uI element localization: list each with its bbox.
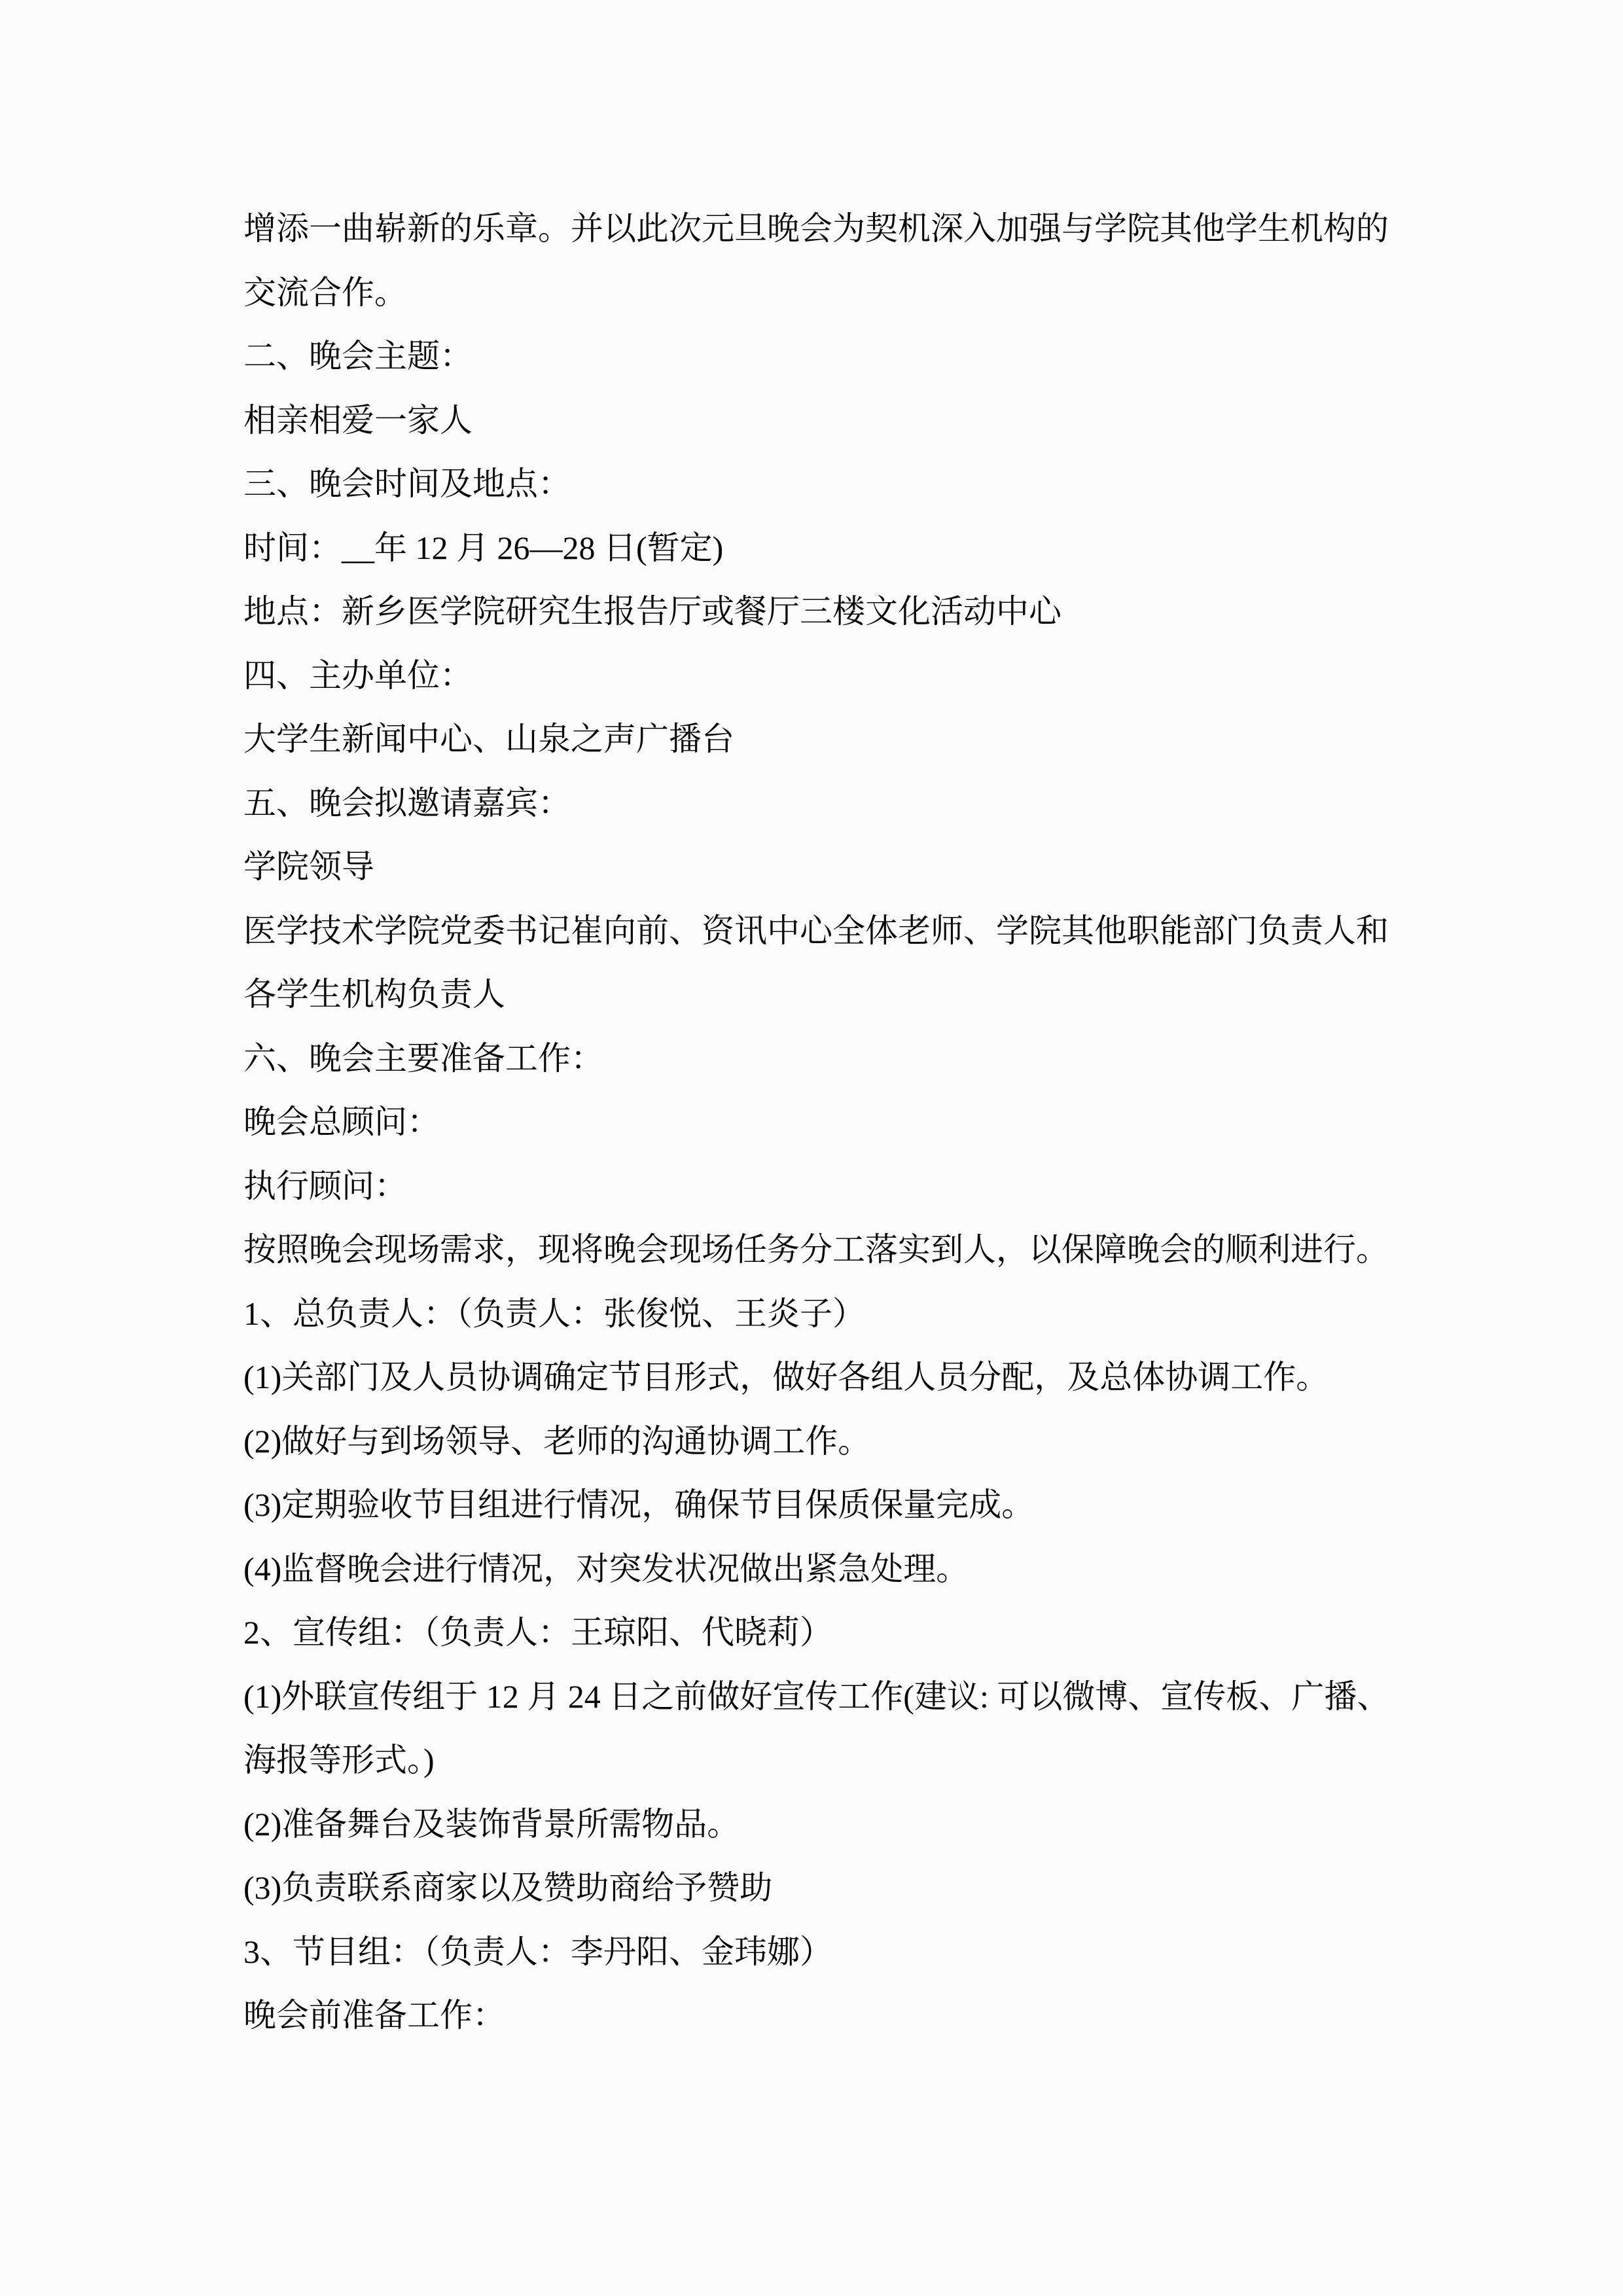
doc-line: 晚会前准备工作： bbox=[243, 1997, 505, 2034]
doc-line: 地点：新乡医学院研究生报告厅或餐厅三楼文化活动中心 bbox=[243, 593, 1061, 630]
doc-line: 二、晚会主题： bbox=[243, 338, 473, 374]
doc-line: (3)负责联系商家以及赞助商给予赞助 bbox=[243, 1869, 773, 1906]
doc-line: (3)定期验收节目组进行情况，确保节目保质保量完成。 bbox=[243, 1486, 1035, 1523]
doc-line: 六、晚会主要准备工作： bbox=[243, 1039, 603, 1077]
doc-line: (2)准备舞台及装饰背景所需物品。 bbox=[243, 1805, 740, 1842]
doc-line: 3、节目组：（负责人：李丹阳、金玮娜） bbox=[243, 1933, 832, 1970]
doc-line: (4)监督晚会进行情况，对突发状况做出紧急处理。 bbox=[243, 1550, 969, 1587]
doc-line: 1、总负责人：（负责人：张俊悦、王炎子） bbox=[243, 1295, 865, 1332]
doc-line: 晚会总顾问： bbox=[243, 1103, 440, 1140]
doc-line: 三、晚会时间及地点： bbox=[243, 465, 571, 502]
doc-line: 医学技术学院党委书记崔向前、资讯中心全体老师、学院其他职能部门负责人和 bbox=[243, 912, 1389, 949]
doc-line: 增添一曲崭新的乐章。并以此次元旦晚会为契机深入加强与学院其他学生机构的 bbox=[243, 210, 1389, 247]
doc-line: 2、宣传组：（负责人：王琼阳、代晓莉） bbox=[243, 1614, 832, 1651]
doc-line: (2)做好与到场领导、老师的沟通协调工作。 bbox=[243, 1422, 871, 1460]
doc-line: (1)外联宣传组于 12 月 24 日之前做好宣传工作(建议: 可以微博、宣传板、广播、 bbox=[243, 1677, 1390, 1715]
doc-line: 时间：__年 12 月 26—28 日(暂定) bbox=[243, 529, 724, 566]
doc-line: 五、晚会拟邀请嘉宾： bbox=[243, 784, 571, 821]
doc-line: 各学生机构负责人 bbox=[243, 976, 505, 1013]
document-body bbox=[243, 197, 1395, 2048]
doc-line: (1)关部门及人员协调确定节目形式，做好各组人员分配，及总体协调工作。 bbox=[243, 1359, 1329, 1395]
doc-line: 学院领导 bbox=[243, 848, 374, 885]
doc-line: 交流合作。 bbox=[243, 274, 407, 311]
doc-line: 执行顾问： bbox=[243, 1167, 407, 1204]
doc-line: 按照晚会现场需求，现将晚会现场任务分工落实到人，以保障晚会的顺利进行。 bbox=[243, 1231, 1389, 1268]
doc-line: 四、主办单位： bbox=[243, 656, 473, 694]
doc-line: 海报等形式。) bbox=[243, 1742, 435, 1778]
doc-line: 大学生新闻中心、山泉之声广播台 bbox=[243, 721, 734, 757]
doc-line: 相亲相爱一家人 bbox=[243, 401, 473, 439]
